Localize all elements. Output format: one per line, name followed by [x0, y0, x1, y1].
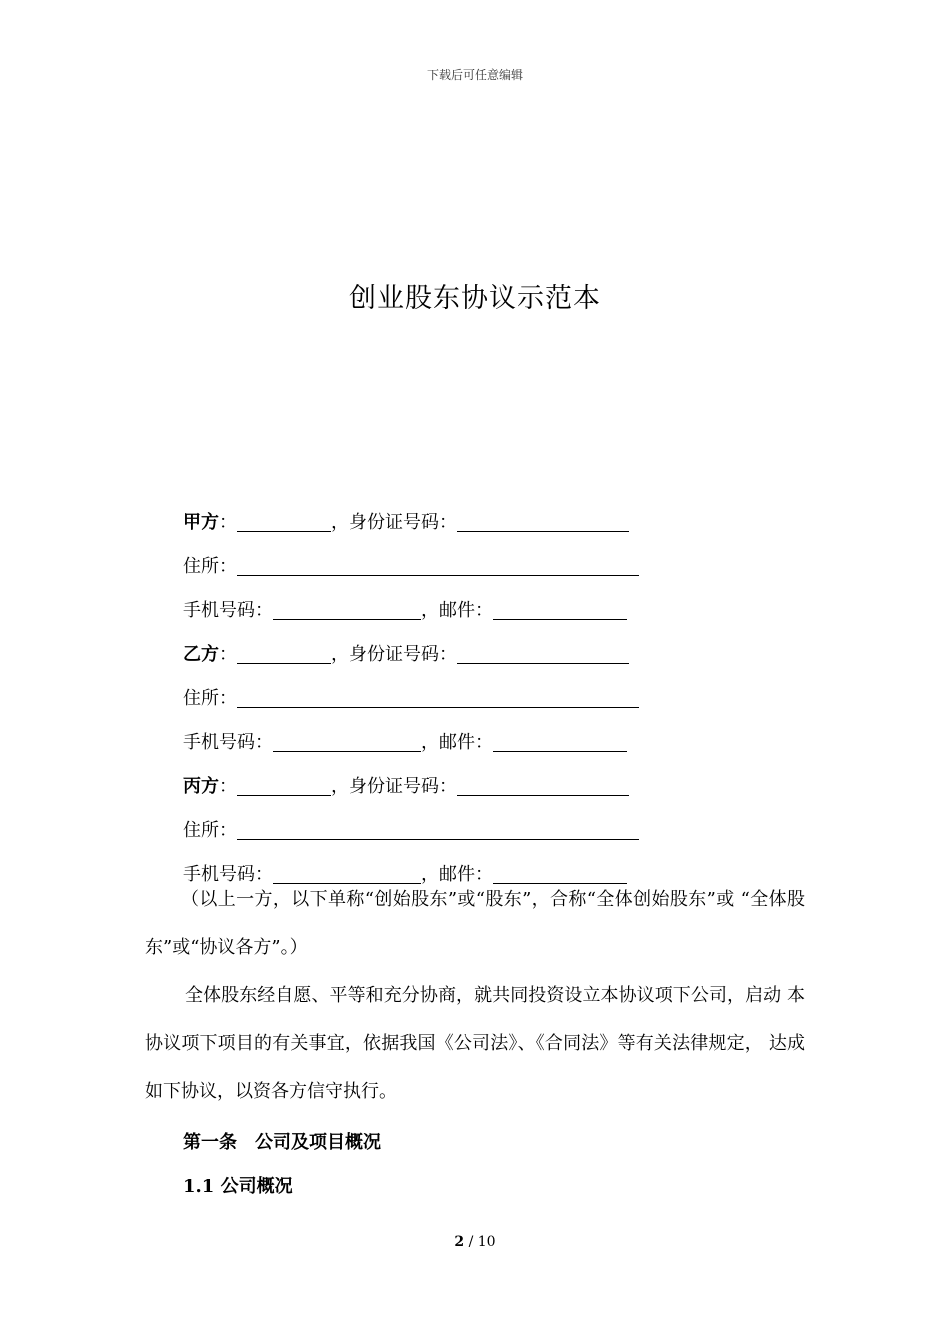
- colon: ：: [219, 776, 237, 797]
- party-b-phone-field[interactable]: [273, 731, 421, 752]
- party-a-address-field[interactable]: [237, 555, 639, 576]
- page-total: / 10: [464, 1234, 496, 1250]
- party-c-address-row: [183, 798, 653, 842]
- document-title: 创业股东协议示范本: [349, 283, 601, 314]
- party-b-address-row: [183, 666, 653, 710]
- party-c-address-field[interactable]: [237, 819, 639, 840]
- address-label: 住所：: [183, 556, 237, 577]
- colon: ：: [219, 512, 237, 533]
- email-label: ，邮件：: [421, 864, 493, 885]
- party-b-email-field[interactable]: [493, 731, 627, 752]
- party-b-label: 乙方: [183, 644, 219, 665]
- phone-label: 手机号码：: [183, 600, 273, 621]
- party-a-id-field[interactable]: [457, 511, 629, 532]
- party-b-id-field[interactable]: [457, 643, 629, 664]
- page-number: [0, 1234, 950, 1250]
- id-number-label: ，身份证号码：: [331, 512, 457, 533]
- party-b-name-field[interactable]: [237, 643, 331, 664]
- party-info-block: [183, 490, 653, 886]
- party-a-name-row: [183, 490, 653, 534]
- party-c-id-field[interactable]: [457, 775, 629, 796]
- party-a-phone-field[interactable]: [273, 599, 421, 620]
- id-number-label: ，身份证号码：: [331, 776, 457, 797]
- party-a-email-field[interactable]: [493, 599, 627, 620]
- intro-paragraph: 全体股东经自愿、平等和充分协商，就共同投资设立本协议项下公司，启动 本协议项下项目的有关事宜，依据我国《公司法》、《合同法》等有关法律规定， 达成如下协议，以资各方信守执行。: [145, 985, 805, 1102]
- email-label: ，邮件：: [421, 600, 493, 621]
- party-a-contact-row: [183, 578, 653, 622]
- party-b-contact-row: [183, 710, 653, 754]
- page-current: 2: [454, 1234, 465, 1250]
- party-b-address-field[interactable]: [237, 687, 639, 708]
- email-label: ，邮件：: [421, 732, 493, 753]
- phone-label: 手机号码：: [183, 864, 273, 885]
- address-label: 住所：: [183, 688, 237, 709]
- article-heading: 第一条 公司及项目概况: [183, 1132, 381, 1153]
- party-c-name-row: [183, 754, 653, 798]
- section-heading: 1.1 公司概况: [183, 1176, 293, 1197]
- party-a-name-field[interactable]: [237, 511, 331, 532]
- id-number-label: ，身份证号码：: [331, 644, 457, 665]
- phone-label: 手机号码：: [183, 732, 273, 753]
- address-label: 住所：: [183, 820, 237, 841]
- note-paragraph: （以上一方，以下单称“创始股东”或“股东”，合称“全体创始股东”或 “全体股东”或“协议各方”。）: [145, 889, 805, 958]
- party-b-name-row: [183, 622, 653, 666]
- header-note: 下载后可任意编辑: [426, 68, 523, 82]
- party-c-label: 丙方: [183, 776, 219, 797]
- party-a-address-row: [183, 534, 653, 578]
- party-a-label: 甲方: [183, 512, 219, 533]
- party-c-name-field[interactable]: [237, 775, 331, 796]
- colon: ：: [219, 644, 237, 665]
